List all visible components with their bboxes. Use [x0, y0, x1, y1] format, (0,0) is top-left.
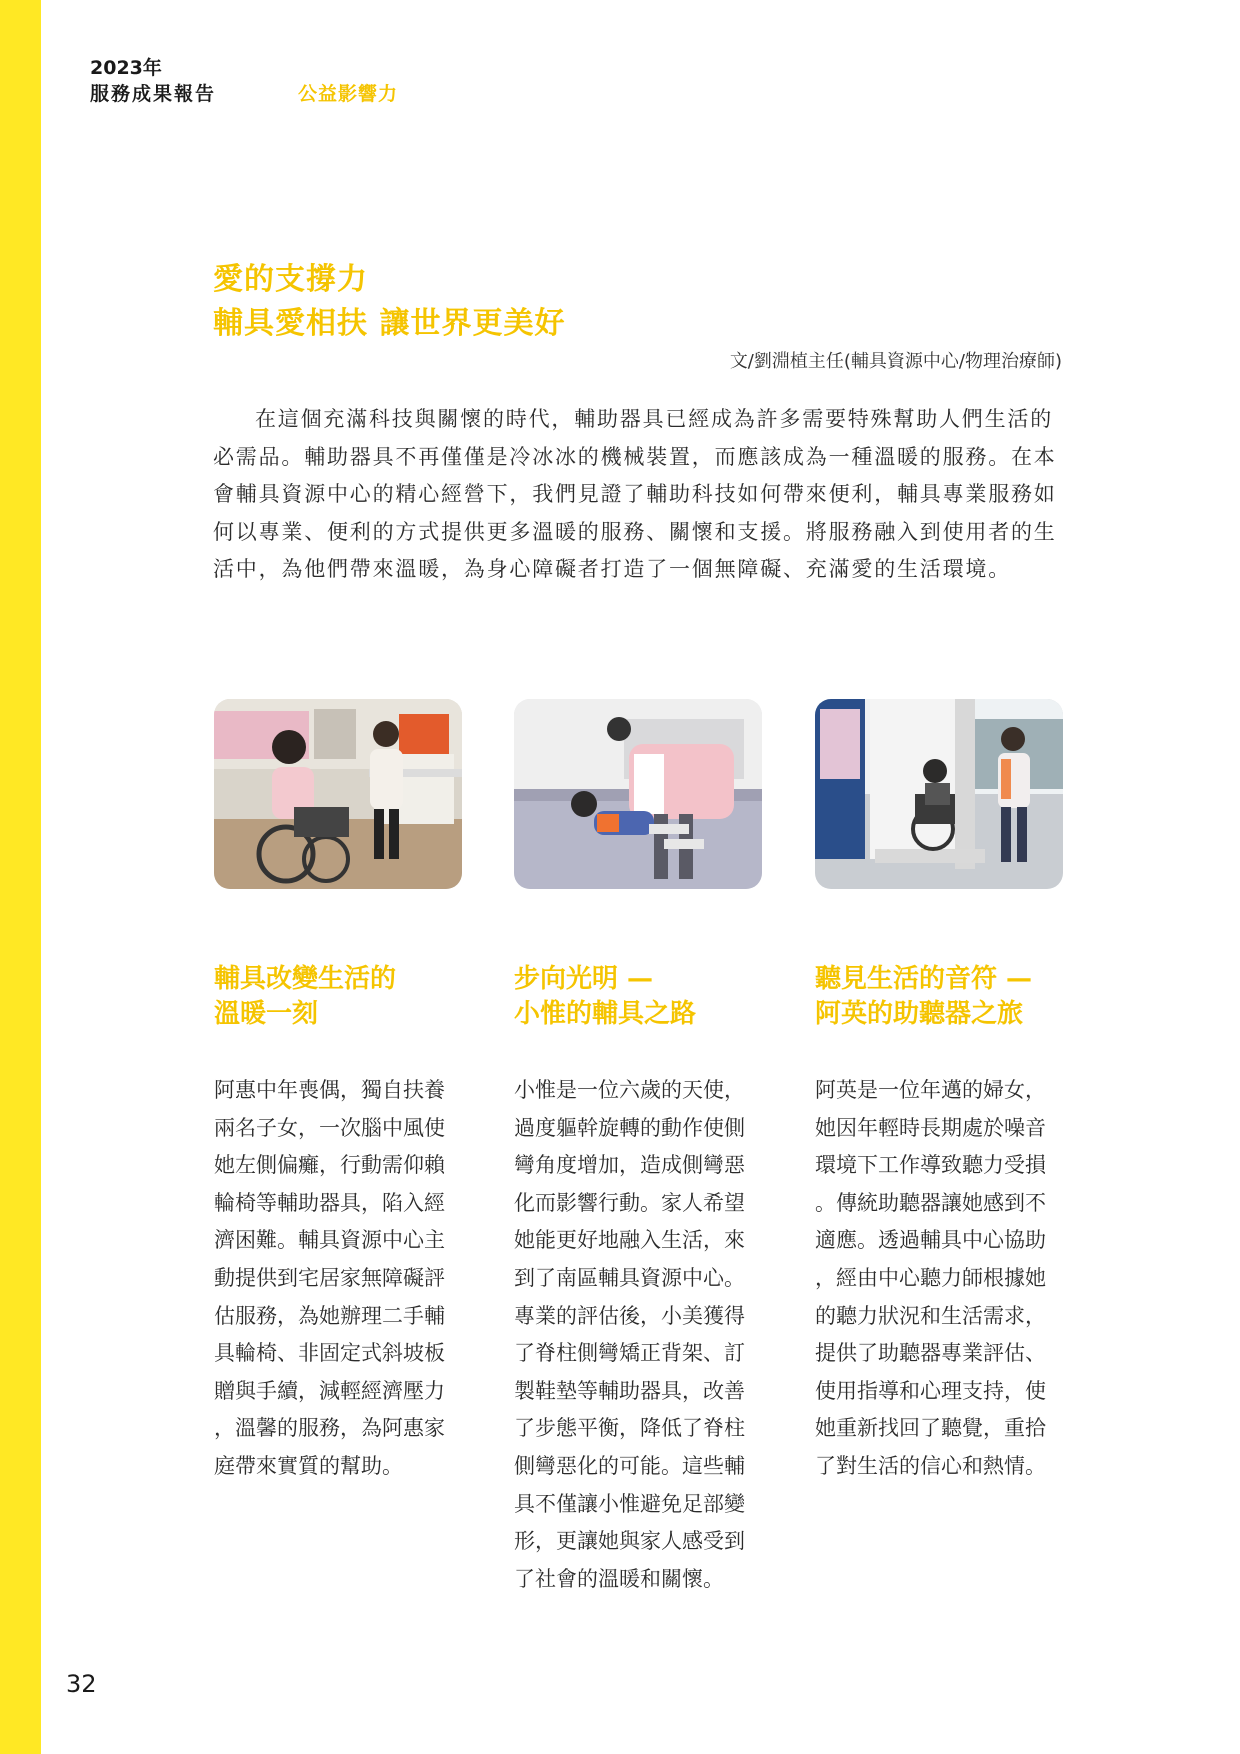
story-line: 到了南區輔具資源中心。 — [514, 1265, 745, 1290]
story-line: 使用指導和心理支持，使 — [815, 1378, 1046, 1403]
story-line: 。傳統助聽器讓她感到不 — [815, 1190, 1046, 1215]
story-heading-3 — [815, 962, 1085, 1032]
story-line: 過度軀幹旋轉的動作使側 — [514, 1115, 745, 1140]
story-line: 輪椅等輔助器具，陷入經 — [214, 1190, 445, 1215]
story-heading-3-line1: 聽見生活的音符 — — [815, 964, 1033, 994]
story-line: 她因年輕時長期處於噪音 — [815, 1115, 1046, 1140]
photo-child-assessment — [514, 699, 762, 889]
story-line: ，溫馨的服務，為阿惠家 — [214, 1416, 445, 1441]
story-heading-2-line2: 小惟的輔具之路 — [514, 999, 697, 1029]
story-line: 環境下工作導致聽力受損 — [815, 1153, 1046, 1178]
page-number: 32 — [66, 1670, 97, 1698]
header-year: 2023年 — [90, 57, 162, 79]
story-line: 形，更讓她與家人感受到 — [514, 1529, 745, 1554]
story-line: 她左側偏癱，行動需仰賴 — [214, 1153, 445, 1178]
story-line: 濟困難。輔具資源中心主 — [214, 1228, 445, 1253]
story-line: 專業的評估後，小美獲得 — [514, 1303, 745, 1328]
story-line: ，經由中心聽力師根據她 — [815, 1265, 1046, 1290]
story-line: 彎角度增加，造成側彎惡 — [514, 1153, 745, 1178]
header-section: 公益影響力 — [298, 83, 399, 105]
header-report-title: 服務成果報告 — [90, 83, 217, 105]
story-line: 兩名子女，一次腦中風使 — [214, 1115, 445, 1140]
story-heading-2 — [514, 962, 784, 1032]
story-line: 了社會的溫暖和關懷。 — [514, 1566, 724, 1591]
story-line: 化而影響行動。家人希望 — [514, 1190, 745, 1215]
story-line: 贈與手續，減輕經濟壓力 — [214, 1378, 445, 1403]
story-line: 她能更好地融入生活，來 — [514, 1228, 745, 1253]
story-body-3 — [815, 1072, 1077, 1486]
story-line: 了步態平衡，降低了脊柱 — [514, 1416, 745, 1441]
story-line: 阿惠中年喪偶，獨自扶養 — [214, 1078, 445, 1102]
story-line: 了脊柱側彎矯正背架、訂 — [514, 1341, 745, 1366]
story-heading-1 — [214, 962, 484, 1032]
story-line: 阿英是一位年邁的婦女， — [815, 1078, 1046, 1102]
story-line: 了對生活的信心和熱情。 — [815, 1453, 1046, 1478]
article-byline: 文/劉淵植主任(輔具資源中心/物理治療師) — [729, 351, 1062, 372]
yellow-side-bar — [0, 0, 41, 1754]
photo-wheelchair-lift — [815, 699, 1063, 889]
photo-wheelchair-consultation — [214, 699, 462, 889]
story-line: 估服務，為她辦理二手輔 — [214, 1303, 445, 1328]
story-line: 小惟是一位六歲的天使， — [514, 1078, 745, 1102]
story-line: 適應。透過輔具中心協助 — [815, 1228, 1046, 1253]
story-body-2 — [514, 1072, 776, 1598]
article-title-line2: 輔具愛相扶 讓世界更美好 — [213, 306, 566, 341]
story-line: 具不僅讓小惟避免足部變 — [514, 1491, 745, 1516]
story-heading-3-line2: 阿英的助聽器之旅 — [815, 999, 1024, 1029]
story-line: 庭帶來實質的幫助。 — [214, 1453, 403, 1478]
article-title-line1: 愛的支撐力 — [213, 262, 368, 297]
story-body-1 — [214, 1072, 476, 1486]
story-heading-1-line2: 溫暖一刻 — [214, 999, 319, 1029]
story-line: 她重新找回了聽覺，重拾 — [815, 1416, 1046, 1441]
story-line: 製鞋墊等輔助器具，改善 — [514, 1378, 745, 1403]
story-heading-2-line1: 步向光明 — — [514, 964, 654, 994]
story-line: 提供了助聽器專業評估、 — [815, 1341, 1046, 1366]
story-line: 側彎惡化的可能。這些輔 — [514, 1453, 745, 1478]
story-line: 的聽力狀況和生活需求， — [815, 1303, 1046, 1328]
story-line: 具輪椅、非固定式斜坡板 — [214, 1341, 445, 1366]
article-intro: 在這個充滿科技與關懷的時代，輔助器具已經成為許多需要特殊幫助人們生活的必需品。輔助器具不再僅僅是冷冰冰的機械裝置，而應該成為一種溫暖的服務。在本會輔具資源中心的精心經營下，我們見證了輔助科技如何帶來便利，輔具專業服務如何以專業、便利的方式提供更多溫暖的服務、關懷和支援。將服務融入到使用者的生活中，為他們帶來溫暖，為身心障礙者打造了一個無障礙、充滿愛的生活環境。 — [213, 407, 1057, 581]
story-heading-1-line1: 輔具改變生活的 — [214, 964, 397, 994]
story-line: 動提供到宅居家無障礙評 — [214, 1265, 445, 1290]
